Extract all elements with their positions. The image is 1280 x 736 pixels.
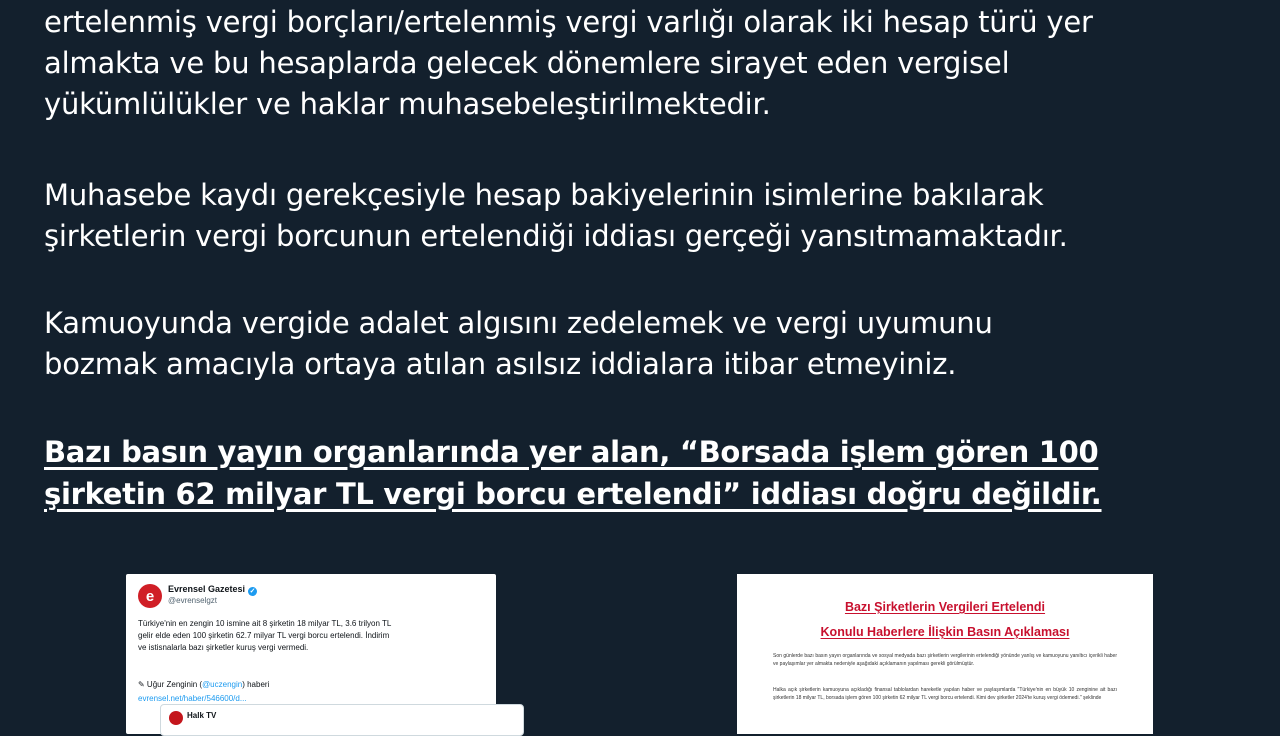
text-line: Muhasebe kaydı gerekçesiyle hesap bakiyelerinin isimlerine bakılarak bbox=[44, 178, 1044, 212]
claim-headline bbox=[44, 431, 1244, 515]
quoted-tweet bbox=[160, 704, 524, 736]
claim-line: Bazı basın yayın organlarında yer alan, “Borsada işlem gören 100 bbox=[44, 435, 1099, 469]
press-release-paragraph: Halka açık şirketlerin kamuoyuna açıkladığı finansal tablolardan hareketle yapılan haber ve paylaşımlarda "Türkiye'nin en büyük 10 zenginine ait bazı şirketlerin 18 milyar TL, borsada işlem gören 100 şirketin 62 milyar TL vergi borcu ertelendi. Kimi dev şirketler 2024'te kuruş vergi ödemedi." şeklinde bbox=[773, 687, 1117, 701]
press-release-title-line2: Konulu Haberlere İlişkin Basın Açıklaması bbox=[820, 625, 1070, 639]
text-line: şirketlerin vergi borcunun ertelendiği iddiası gerçeği yansıtmamaktadır. bbox=[44, 219, 1068, 253]
tweet-body bbox=[138, 618, 488, 654]
halktv-logo-icon bbox=[169, 711, 183, 725]
credit-suffix: ) haberi bbox=[242, 680, 270, 689]
text-line: Kamuoyunda vergide adalet algısını zedelemek ve vergi uyumunu bbox=[44, 306, 993, 340]
paragraph-claim-rebuttal bbox=[44, 175, 1244, 257]
tweet-body-line: gelir elde eden 100 şirketin 62.7 milyar TL vergi borcu ertelendi. İndirim bbox=[138, 631, 390, 640]
claim-line: şirketin 62 milyar TL vergi borcu ertelendi” iddiası doğru değildir. bbox=[44, 477, 1102, 511]
credit-mention-link: @uczengin bbox=[202, 680, 243, 689]
tweet-link: evrensel.net/haber/546600/d... bbox=[138, 694, 247, 703]
paragraph-deferred-tax-accounts bbox=[44, 2, 1244, 125]
paragraph-warning bbox=[44, 303, 1244, 385]
text-line: bozmak amacıyla ortaya atılan asılsız iddialara itibar etmeyiniz. bbox=[44, 347, 957, 381]
tweet-body-line: Türkiye'nin en zengin 10 ismine ait 8 şirketin 18 milyar TL, 3.6 trilyon TL bbox=[138, 619, 392, 628]
verified-badge-icon: ✓ bbox=[249, 588, 256, 595]
tweet-account-name bbox=[168, 584, 257, 596]
evrensel-logo-icon: e bbox=[138, 584, 162, 608]
tweet-handle: @evrenselgzt bbox=[168, 596, 218, 605]
quoted-account-name: Halk TV bbox=[187, 711, 217, 720]
credit-prefix: ✎ Uğur Zenginin ( bbox=[138, 680, 203, 689]
text-line: ertelenmiş vergi borçları/ertelenmiş vergi varlığı olarak iki hesap türü yer bbox=[44, 5, 1093, 39]
press-release-document bbox=[737, 574, 1153, 734]
text-line: yükümlülükler ve haklar muhasebeleştirilmektedir. bbox=[44, 87, 771, 121]
tweet-credit bbox=[138, 680, 269, 689]
tweet-body-line: ve istisnalarla bazı şirketler kuruş vergi vermedi. bbox=[138, 643, 309, 652]
text-line: almakta ve bu hesaplarda gelecek dönemlere sirayet eden vergisel bbox=[44, 46, 1010, 80]
press-release-paragraph: Son günlerde bazı basın yayın organlarında ve sosyal medyada bazı şirketlerin vergilerinin ertelendiği yönünde yanlış ve kamuoyunu yanıltıcı içerikli haber ve paylaşımlar yer almakta nedeniyle aşağıdaki açıklamanın yapılması gerekli görülmüştür. bbox=[773, 653, 1117, 667]
press-release-title-line1: Bazı Şirketlerin Vergileri Ertelendi bbox=[844, 600, 1046, 614]
account-name-text: Evrensel Gazetesi bbox=[168, 584, 246, 594]
